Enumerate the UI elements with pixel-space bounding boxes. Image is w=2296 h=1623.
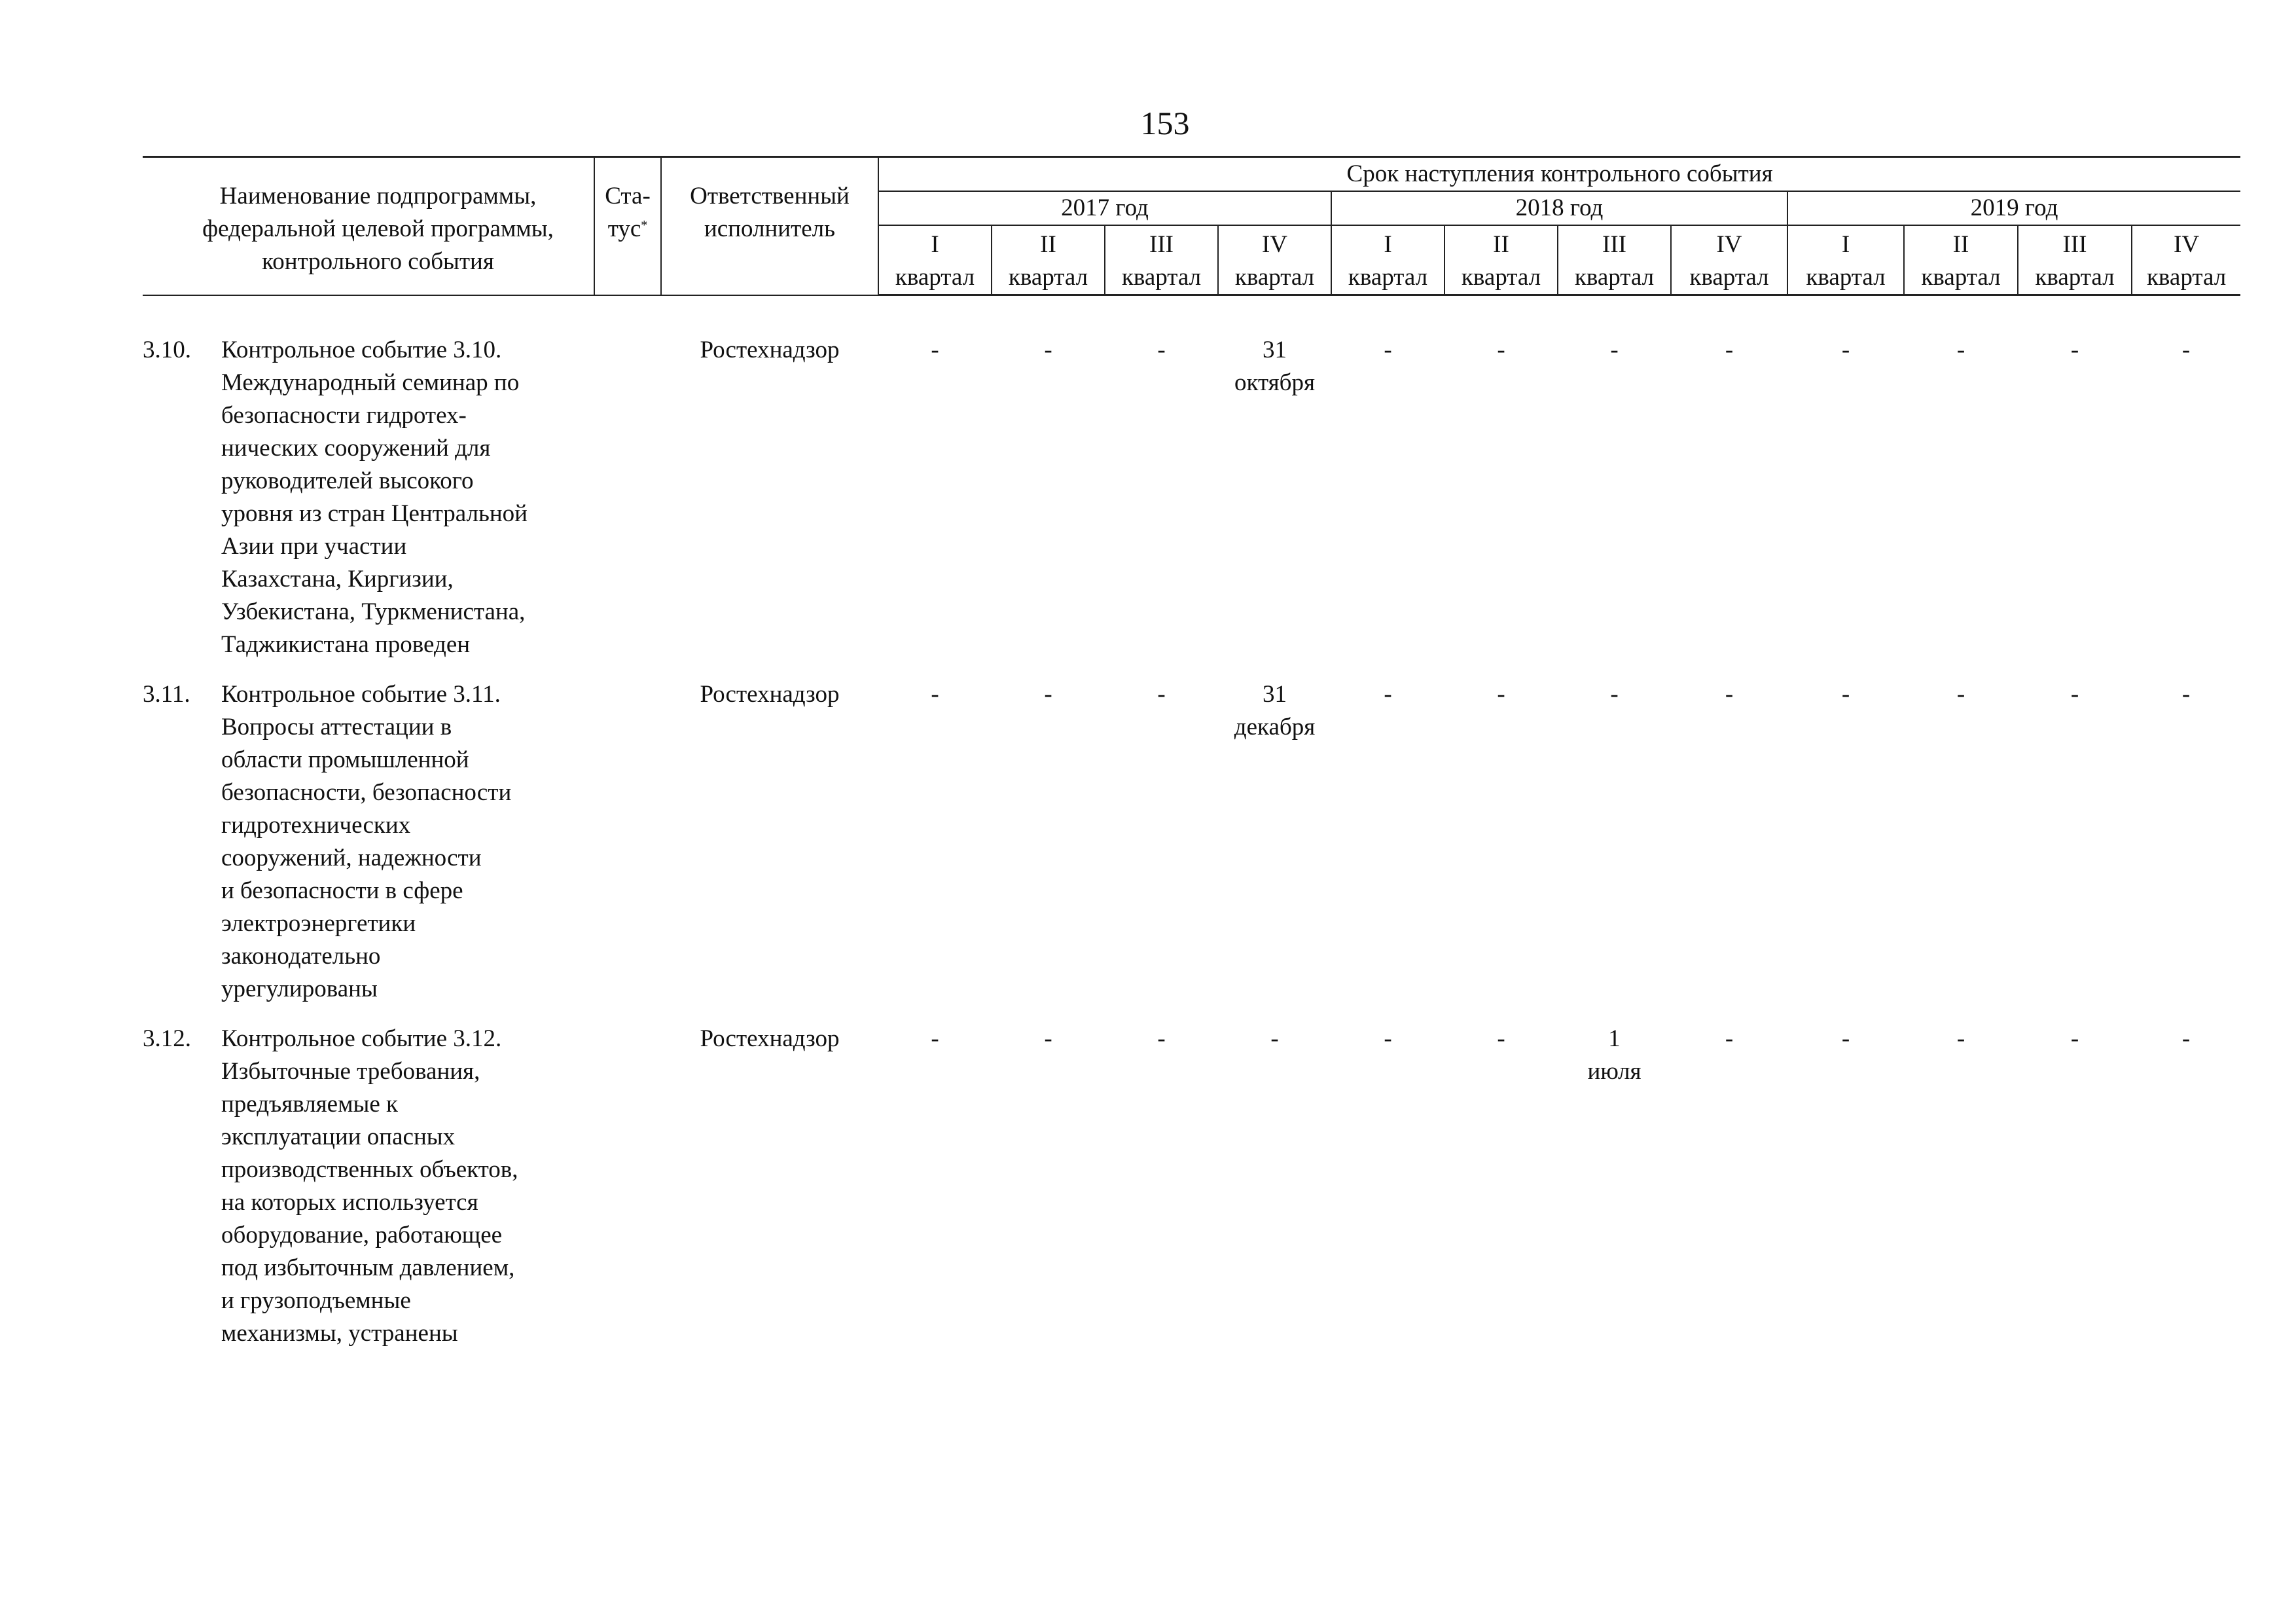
header-name-column: Наименование подпрограммы, федеральной целевой программы, контрольного события: [143, 157, 594, 295]
header-status-line1: Ста-: [605, 183, 651, 210]
table-body: [143, 295, 2240, 1368]
header-year-0: 2017 год: [878, 191, 1331, 225]
event-description: Контрольное событие 3.12. Избыточные требования, предъявляемые к эксплуатации опасных производственных объектов, на которых используется оборудование, работающее под избыточным давлением, и грузоподъемные механизмы, устранены: [221, 1025, 518, 1347]
quarter-numeral: I: [1384, 231, 1392, 258]
event-deadline-q2: -: [1157, 337, 1166, 363]
header-responsible-column: Ответственный исполнитель: [661, 157, 878, 295]
quarter-word: квартал: [1574, 264, 1655, 291]
quarter-word: квартал: [2035, 264, 2115, 291]
event-deadline-q3: 31 октября: [1234, 337, 1316, 396]
event-status: [594, 678, 661, 1023]
event-responsible: Ростехнадзор: [700, 681, 840, 708]
table-header: [143, 157, 2240, 295]
event-deadline-q1: -: [1044, 681, 1052, 708]
event-deadline-q7: -: [1725, 337, 1734, 363]
event-deadline-q9: -: [1956, 681, 1965, 708]
quarter-word: квартал: [1689, 264, 1769, 291]
event-deadline-q11: -: [2181, 1025, 2191, 1052]
event-deadline-q4: -: [1384, 1025, 1392, 1052]
quarter-numeral: II: [1040, 231, 1056, 258]
control-events-table: [143, 156, 2240, 1367]
quarter-numeral: IV: [1716, 231, 1742, 258]
quarter-numeral: III: [1149, 231, 1174, 258]
quarter-word: квартал: [1234, 264, 1315, 291]
header-quarter-2-1: [1904, 225, 2018, 295]
event-deadline-q8: -: [1841, 681, 1850, 708]
header-status-column: [594, 157, 661, 295]
event-deadline-q0: -: [931, 1025, 939, 1052]
quarter-numeral: III: [2062, 231, 2087, 258]
quarter-word: квартал: [1121, 264, 1202, 291]
event-number: 3.12.: [143, 1025, 191, 1052]
header-status-footnote-mark: *: [641, 218, 648, 232]
quarter-word: квартал: [1348, 264, 1428, 291]
page-number: 153: [1140, 105, 1190, 141]
event-deadline-q10: -: [2070, 1025, 2079, 1052]
header-quarter-1-1: [1444, 225, 1558, 295]
event-deadline-q7: -: [1725, 681, 1734, 708]
event-deadline-q10: -: [2070, 681, 2079, 708]
table-row: [143, 334, 2240, 678]
event-deadline-q6: 1 июля: [1587, 1025, 1641, 1085]
event-deadline-q5: -: [1497, 337, 1505, 363]
event-status: [594, 1023, 661, 1367]
event-deadline-q8: -: [1841, 1025, 1850, 1052]
table-row: [143, 678, 2240, 1023]
event-deadline-q3: -: [1270, 1025, 1279, 1052]
event-description: Контрольное событие 3.11. Вопросы аттестации в области промышленной безопасности, безопасности гидротехнических сооружений, надежности и безопасности в сфере электроэнергетики законодательно урегулированы: [221, 681, 512, 1002]
quarter-numeral: II: [1493, 231, 1509, 258]
event-name-cell: [143, 334, 594, 678]
quarter-word: квартал: [1921, 264, 2001, 291]
table-row: [143, 1023, 2240, 1367]
quarter-numeral: III: [1602, 231, 1626, 258]
event-deadline-q4: -: [1384, 681, 1392, 708]
quarter-numeral: IV: [1261, 231, 1288, 258]
quarter-numeral: I: [931, 231, 939, 258]
event-deadline-q6: -: [1610, 681, 1619, 708]
event-deadline-q1: -: [1044, 1025, 1052, 1052]
event-responsible: Ростехнадзор: [700, 337, 840, 363]
event-deadline-q5: -: [1497, 1025, 1505, 1052]
header-quarter-2-3: [2132, 225, 2240, 295]
header-quarter-0-0: [878, 225, 992, 295]
event-deadline-q2: -: [1157, 681, 1166, 708]
quarter-word: квартал: [2146, 264, 2227, 291]
event-deadline-q7: -: [1725, 1025, 1734, 1052]
event-deadline-q9: -: [1956, 337, 1965, 363]
quarter-word: квартал: [895, 264, 975, 291]
header-deadline-title: Срок наступления контрольного события: [878, 157, 2240, 192]
header-quarter-0-2: [1105, 225, 1218, 295]
quarter-numeral: I: [1841, 231, 1850, 258]
event-deadline-q10: -: [2070, 337, 2079, 363]
quarter-numeral: IV: [2174, 231, 2200, 258]
header-quarter-0-3: [1218, 225, 1331, 295]
event-deadline-q5: -: [1497, 681, 1505, 708]
event-deadline-q0: -: [931, 681, 939, 708]
event-name-cell: [143, 1023, 594, 1367]
header-quarter-1-3: [1671, 225, 1787, 295]
quarter-word: квартал: [1806, 264, 1886, 291]
quarter-word: квартал: [1461, 264, 1541, 291]
event-responsible: Ростехнадзор: [700, 1025, 840, 1052]
header-quarter-0-1: [992, 225, 1105, 295]
header-year-2: 2019 год: [1787, 191, 2240, 225]
quarter-word: квартал: [1008, 264, 1088, 291]
event-description: Контрольное событие 3.10. Международный семинар по безопасности гидротех- нических сооружений для руководителей высокого уровня из стран Центральной Азии при участии Казахстана, Киргизии, Узбекистана, Туркменистана, Таджикистана проведен: [221, 337, 528, 658]
event-deadline-q1: -: [1044, 337, 1052, 363]
header-quarter-1-0: [1331, 225, 1444, 295]
event-deadline-q8: -: [1841, 337, 1850, 363]
header-quarter-2-2: [2018, 225, 2132, 295]
event-deadline-q11: -: [2181, 337, 2191, 363]
event-deadline-q4: -: [1384, 337, 1392, 363]
header-year-1: 2018 год: [1331, 191, 1787, 225]
event-number: 3.10.: [143, 337, 191, 363]
event-number: 3.11.: [143, 681, 190, 708]
event-status: [594, 334, 661, 678]
event-name-cell: [143, 678, 594, 1023]
event-deadline-q11: -: [2181, 681, 2191, 708]
event-deadline-q6: -: [1610, 337, 1619, 363]
event-deadline-q3: 31 декабря: [1234, 681, 1316, 740]
event-deadline-q0: -: [931, 337, 939, 363]
quarter-numeral: II: [1952, 231, 1969, 258]
event-deadline-q2: -: [1157, 1025, 1166, 1052]
header-quarter-1-2: [1558, 225, 1671, 295]
event-deadline-q9: -: [1956, 1025, 1965, 1052]
header-quarter-2-0: [1787, 225, 1904, 295]
header-status-line2: тус: [607, 215, 641, 242]
